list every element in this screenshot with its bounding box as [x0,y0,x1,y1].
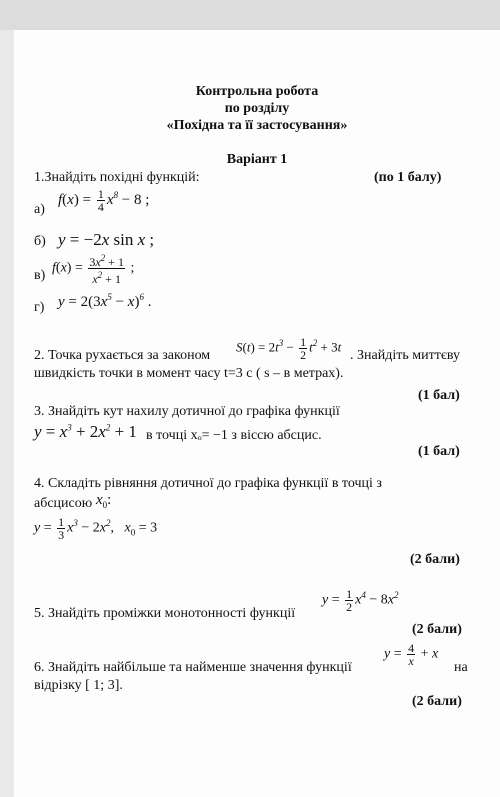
q4-text-a: 4. Складіть рівняння дотичної до графіка функції в точці з [34,476,382,491]
q6-text-c: відрізку [ 1; 3]. [34,678,123,693]
header-line-2: по розділу [224,101,290,116]
worksheet-page [14,30,500,797]
q2-text-b: . Знайдіть миттєву [350,348,460,363]
q4-formula: y = $\frac{1}{3}$ $x^3 - 2x^2$, $x_0 = 3$ [34,515,158,542]
q5-text: 5. Знайдіть проміжки монотонності функції [34,606,296,621]
q5-formula: y = $\frac{1}{2}$ $x^4 - 8x^2$ [322,587,399,614]
q3-formula: $y = x^3 + 2x^2 + 1$ [34,422,137,441]
q1-item-a-formula: f(x) = $\frac{1}{4}$ $x^8 - 8$ ; [58,187,150,214]
q1-item-d-label: г) [34,300,45,315]
variant-title: Варіант 1 [226,152,288,167]
q3-text-b: в точці xₒ= −1 з віссю абсцис. [146,428,322,443]
q4-x0-symbol: $x_0$: [96,492,112,510]
q2-formula: $S(t) = 2t^3$ − $\frac{1}{2}$ $t^2 + 3t$ [236,335,342,362]
q2-text-c: швидкість точки в момент часу t=3 с ( s – в метрах). [34,366,344,381]
q6-text-b: на [454,660,468,675]
q2-points: (1 бал) [418,388,460,403]
q4-points: (2 бали) [410,552,460,567]
q1-item-b-label: б) [34,234,46,249]
q1-item-a-label: а) [34,202,45,217]
q1-points: (по 1 балу) [374,170,442,185]
q3-points: (1 бал) [418,444,460,459]
header-line-1: Контрольна робота [195,84,319,99]
header-line-3: «Похідна та її застосування» [166,118,348,133]
q1-item-b-formula: y = −2x sin x ; [58,230,155,249]
q3-text: 3. Знайдіть кут нахилу дотичної до графіка функції [34,404,340,419]
q4-text-b: абсцисою [34,496,93,511]
top-shadow [0,0,500,30]
q1-text: 1.Знайдіть похідні функцій: [34,170,200,185]
q6-formula: y = $\frac{4}{x}$ + x [384,641,439,668]
q1-item-d-formula: $y = 2(3x^5 - x)^6$ . [58,292,152,310]
q2-text-a: 2. Точка рухається за законом [34,348,211,363]
q5-points: (2 бали) [412,622,462,637]
q6-points: (2 бали) [412,694,462,709]
q1-item-c-label: в) [34,268,46,283]
q6-text-a: 6. Знайдіть найбільше та найменше значення функції [34,660,352,675]
q1-item-c-formula: f(x) = $\frac{3x^2 + 1}{x^2 + 1}$ ; [52,253,135,286]
